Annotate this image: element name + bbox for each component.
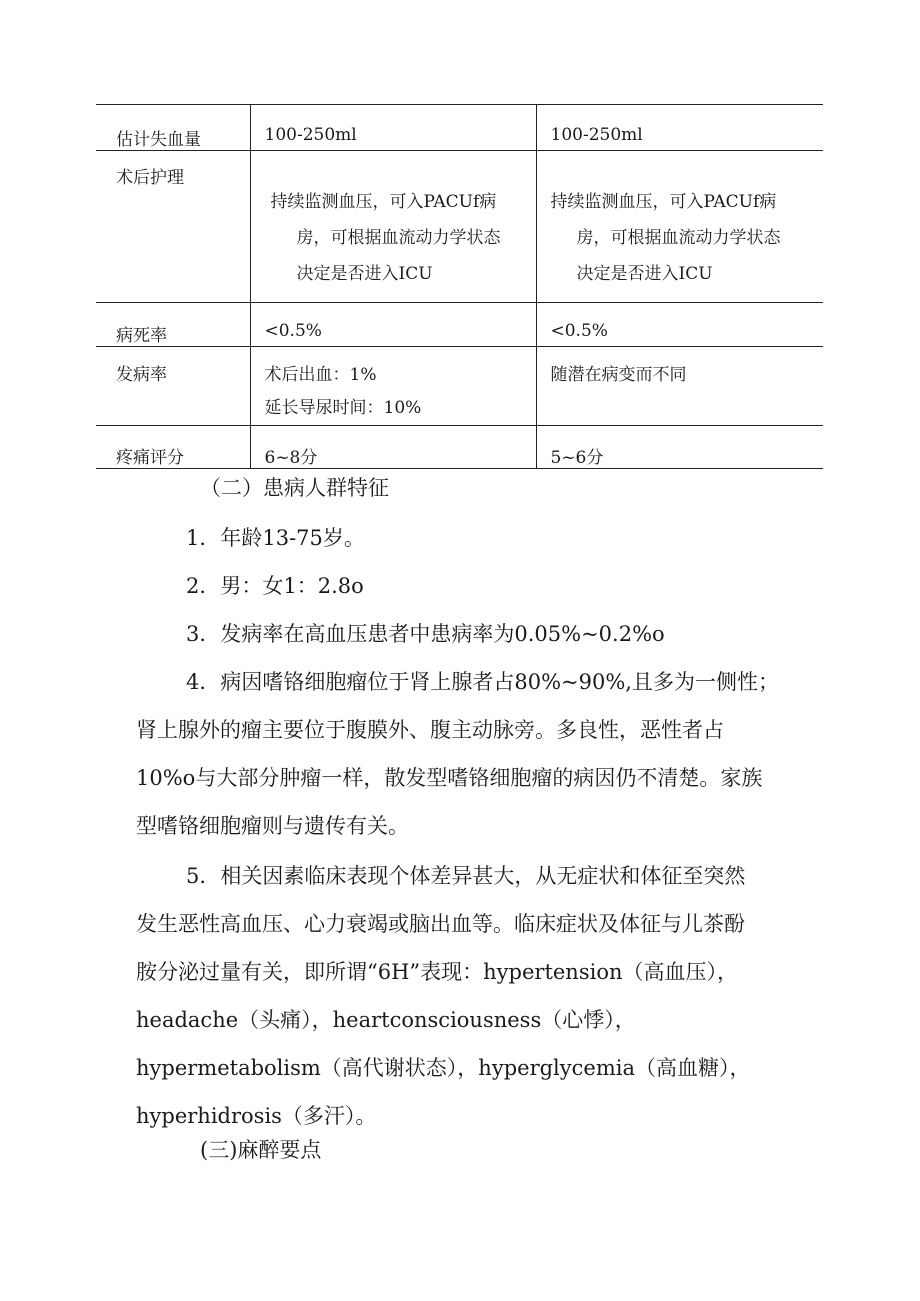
table-row xyxy=(96,426,823,469)
table-row xyxy=(96,105,823,151)
cell xyxy=(250,347,536,426)
table-row xyxy=(96,303,823,347)
cell-line: 房，可根据血流动力学状态 xyxy=(576,228,781,248)
section-heading: (三)麻醉要点 xyxy=(200,1138,322,1162)
paragraph-line: 5．相关因素临床表现个体差异甚大，从无症状和体征至突然 xyxy=(186,864,746,888)
cell: <0.5% xyxy=(550,321,608,341)
paragraph-line: hypermetabolism（高代谢状态），hyperglycemia（高血糖）， xyxy=(136,1056,751,1080)
table-row xyxy=(96,151,823,303)
row-label: 术后护理 xyxy=(116,168,184,188)
cell-line: 持续监测血压，可入PACUf病 xyxy=(270,192,497,212)
paragraph-line: 发生恶性高血压、心力衰竭或脑出血等。临床症状及体征与儿茶酚 xyxy=(136,912,745,936)
cell-line: 决定是否进入ICU xyxy=(576,264,713,284)
cell-line: 决定是否进入ICU xyxy=(296,264,433,284)
cell: 100-250ml xyxy=(250,105,536,151)
list-item: 3．发病率在高血压患者中患病率为0.05%~0.2%o xyxy=(186,622,665,646)
comparison-table xyxy=(96,104,823,469)
cell: 5~6分 xyxy=(550,448,604,468)
cell: 6~8分 xyxy=(250,426,536,469)
list-item: 1．年龄13-75岁。 xyxy=(186,526,365,550)
paragraph-line: 4．病因嗜铬细胞瘤位于肾上腺者占80%~90%,且多为一侧性； xyxy=(186,670,779,694)
cell-line: 术后出血：1% xyxy=(264,365,377,385)
paragraph-line: 肾上腺外的瘤主要位于腹膜外、腹主动脉旁。多良性，恶性者占 xyxy=(136,718,724,742)
paragraph-line: 胺分泌过量有关，即所谓“6H”表现：hypertension（高血压）， xyxy=(136,960,738,984)
list-item: 2．男：女1：2.8o xyxy=(186,574,364,598)
row-label: 病死率 xyxy=(116,326,167,346)
cell: <0.5% xyxy=(250,303,536,347)
row-label: 疼痛评分 xyxy=(116,448,184,468)
cell xyxy=(536,151,823,303)
paragraph-line: 型嗜铬细胞瘤则与遗传有关。 xyxy=(136,814,409,838)
cell xyxy=(250,151,536,303)
row-label: 估计失血量 xyxy=(116,130,201,150)
paragraph-line: headache（头痛），heartconsciousness（心悸）， xyxy=(136,1008,636,1032)
cell-line: 房，可根据血流动力学状态 xyxy=(296,228,501,248)
row-label: 发病率 xyxy=(116,365,167,385)
cell-line: 持续监测血压，可入PACUf病 xyxy=(550,192,777,212)
cell: 100-250ml xyxy=(550,125,643,145)
section-heading: （二）患病人群特征 xyxy=(200,476,389,500)
paragraph-line: 10%o与大部分肿瘤一样，散发型嗜铬细胞瘤的病因仍不清楚。家族 xyxy=(136,766,763,790)
paragraph-line: hyperhidrosis（多汗）。 xyxy=(136,1104,377,1128)
comparison-table-wrap xyxy=(96,104,823,469)
table-row xyxy=(96,347,823,426)
cell: 随潜在病变而不同 xyxy=(550,365,687,385)
cell-line: 延长导尿时间：10% xyxy=(264,398,422,418)
